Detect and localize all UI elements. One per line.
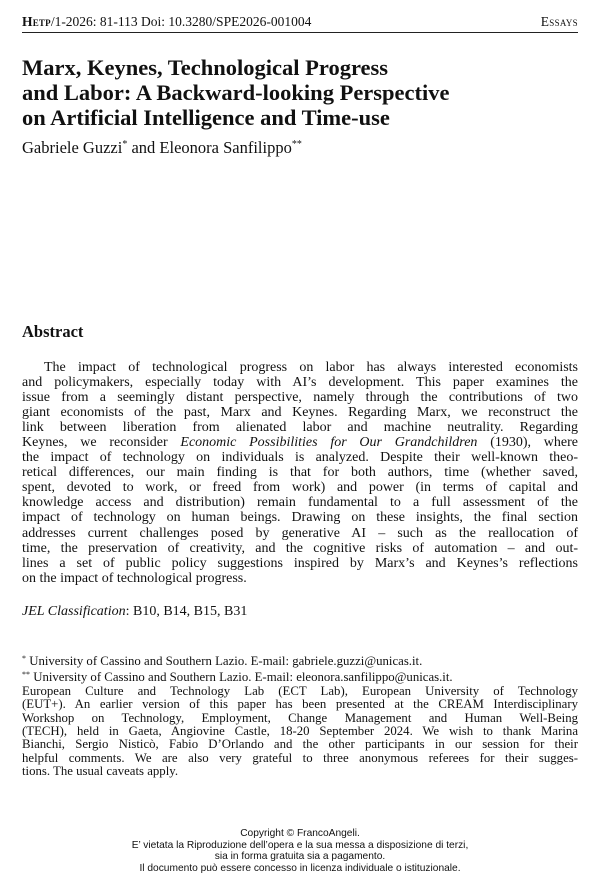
abstract-line: time, the preservation of creativity, and the cognitive risks of automation – and out- [22, 540, 578, 556]
copyright-line: Il documento può essere concesso in licenza individuale o istituzionale. [139, 862, 461, 874]
abstract-line: retical differences, our main finding is that for both authors, time (whether saved, [22, 465, 578, 481]
title-line: on Artificial Intelligence and Time-use [22, 105, 390, 130]
footnote-mark[interactable]: ** [291, 139, 302, 150]
abstract-line: lines a set of public policy suggestions inspired by Marx’s and Keynes’s reflections [22, 555, 578, 571]
abstract-line: and policymakers, especially today with AI’s development. This paper examines the [22, 375, 578, 391]
footnote-mark[interactable]: * [122, 139, 128, 150]
footnote-line: European Culture and Technology Lab (ECT Lab), European University of Technology [22, 683, 578, 698]
abstract-text-run: Keynes, we reconsider [22, 435, 181, 451]
title-line: and Labor: A Backward-looking Perspective [22, 80, 450, 105]
abstract-line: The impact of technological progress on labor has always interested economists [44, 360, 578, 375]
running-head-citation [22, 14, 311, 30]
abstract-line: knowledge access and distribution) remain fundamental to a full assessment of the [22, 495, 578, 511]
jel-codes: : B10, B14, B15, B31 [125, 604, 248, 619]
footnote-text: University of Cassino and Southern Lazio. E-mail: eleonora.sanfilippo@unicas.it. [30, 670, 453, 685]
abstract-line: issue from a seemingly distant perspective, namely through the contributions of two [22, 390, 578, 406]
journal-abbrev: Hetp [22, 14, 51, 29]
footnote-line: tions. The usual caveats apply. [22, 764, 179, 779]
article-title [22, 55, 582, 130]
abstract-line: impact of technology on human beings. Drawing on these insights, the final section [22, 510, 578, 526]
author-name: Eleonora Sanfilippo [159, 138, 292, 157]
abstract-line: spent, devoted to work, or freed from work) and power (in terms of capital and [22, 480, 578, 496]
footnote-text: University of Cassino and Southern Lazio. E-mail: gabriele.guzzi@unicas.it. [26, 654, 423, 668]
abstract-line: on the impact of technological progress. [22, 570, 247, 586]
copyright-line: E’ vietata la Riproduzione dell’opera e la sua messa a disposizione di terzi, [131, 839, 469, 851]
copyright-notice [0, 828, 600, 874]
copyright-line: sia in forma gratuita sia a pagamento. [214, 851, 386, 862]
jel-classification [22, 604, 247, 620]
footnote-mark: ** [22, 670, 30, 680]
section-label: Essays [540, 14, 578, 29]
abstract-line: link between liberation from alienated labor and machine neutrality. Regarding [22, 420, 578, 436]
abstract-text-run: (1930), where [477, 435, 578, 451]
abstract-line: the impact of technology on individuals is analyzed. Despite their well-known theo- [22, 450, 578, 466]
footnote-1 [22, 652, 578, 668]
running-head [22, 12, 578, 33]
author-name: Gabriele Guzzi [22, 138, 123, 157]
cited-work-title: Economic Possibilities for Our Grandchildren [180, 435, 478, 451]
copyright-line: Copyright © FrancoAngeli. [240, 828, 360, 839]
author-list [22, 138, 302, 158]
footnote-line: helpful comments. We are also very grateful to three anonymous referees for their sugges- [22, 750, 578, 765]
abstract-line: giant economists of the past, Marx and Keynes. Regarding Marx, we reconstruct the [22, 405, 578, 421]
issue-info: /1-2026: 81-113 Doi: 10.3280/SPE2026-001004 [50, 14, 312, 29]
footnote-line: (TECH), held in Gaeta, Angiovine Castle, 18-20 September 2024. We wish to thank Marina [22, 724, 578, 739]
abstract-text [22, 360, 578, 586]
author-conjunction: and [127, 138, 160, 157]
abstract-line: addresses current challenges posed by generative AI – such as the reallocation of [22, 525, 578, 541]
abstract-heading: Abstract [22, 322, 84, 341]
jel-label: JEL Classification [22, 604, 126, 619]
footnote-line: (EUT+). An earlier version of this paper has been presented at the CREAM Interdisciplinary [22, 697, 578, 712]
abstract-line [22, 435, 578, 450]
footnote-line: Bianchi, Sergio Nisticò, Fabio D’Orlando and the other participants in our session for their [22, 737, 578, 752]
title-line: Marx, Keynes, Technological Progress [22, 55, 389, 80]
footnote-2 [22, 668, 578, 684]
footnotes [22, 652, 578, 779]
footnote-mark: * [22, 654, 26, 663]
footnote-line: Workshop on Technology, Employment, Change Management and Human Well-Being [22, 710, 578, 725]
